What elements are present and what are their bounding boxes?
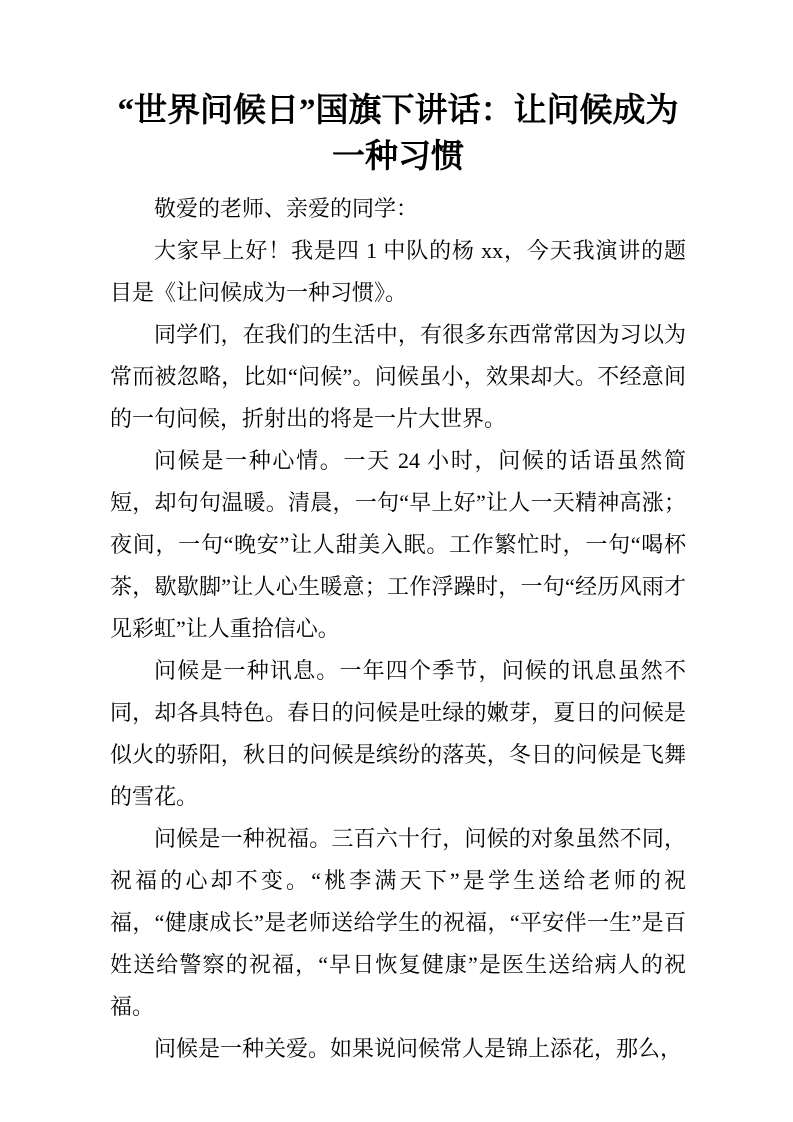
paragraph-mood: 问候是一种心情。一天 24 小时，问候的话语虽然简短，却句句温暖。清晨，一句“早上好”让人一天精神高涨；夜间，一句“晚安”让人甜美入眠。工作繁忙时，一句“喝杯茶，歇歇脚”让人心生暖意；工作浮躁时，一句“经历风雨才见彩虹”让人重拾信心。 — [110, 448, 686, 641]
document-title: “世界问候日”国旗下讲话：让问候成为一种习惯 — [117, 93, 679, 175]
document-body — [110, 188, 686, 1070]
paragraph-salutation: 敬爱的老师、亲爱的同学： — [154, 196, 419, 221]
paragraph-overview: 同学们，在我们的生活中，有很多东西常常因为习以为常而被忽略，比如“问候”。问候虽小，效果却大。不经意间的一句问候，折射出的将是一片大世界。 — [110, 322, 686, 431]
paragraph-blessing: 问候是一种祝福。三百六十行，问候的对象虽然不同，祝福的心却不变。“桃李满天下”是学生送给老师的祝福，“健康成长”是老师送给学生的祝福，“平安伴一生”是百姓送给警察的祝福，“早日恢复健康”是医生送给病人的祝福。 — [110, 826, 686, 1019]
paragraph-intro: 大家早上好！我是四 1 中队的杨 xx，今天我演讲的题目是《让问候成为一种习惯》。 — [110, 238, 686, 305]
paragraph-message: 问候是一种讯息。一年四个季节，问候的讯息虽然不同，却各具特色。春日的问候是吐绿的嫩芽，夏日的问候是似火的骄阳，秋日的问候是缤纷的落英，冬日的问候是飞舞的雪花。 — [110, 658, 686, 809]
paragraph-care: 问候是一种关爱。如果说问候常人是锦上添花，那么， — [154, 1036, 683, 1061]
